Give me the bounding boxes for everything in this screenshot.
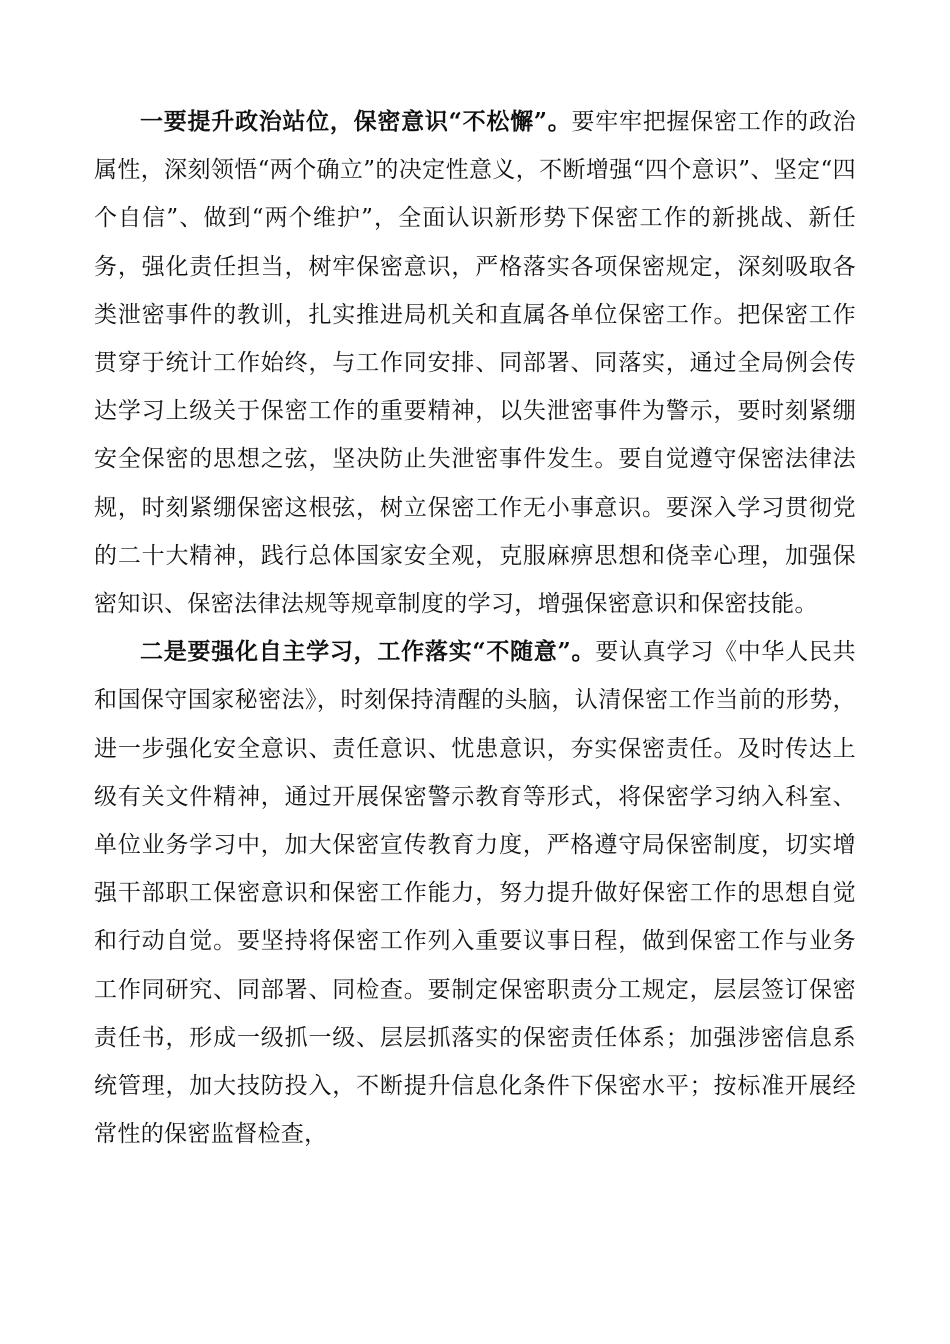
paragraph-1-heading: 一要提升政治站位，保密意识“不松懈”。: [140, 108, 572, 135]
paragraph-1-body: 要牢牢把握保密工作的政治属性，深刻领悟“两个确立”的决定性意义，不断增强“四个意识”、坚定“四个自信”、做到“两个维护”，全面认识新形势下保密工作的新挑战、新任务，强化责任担当，树牢保密意识，严格落实各项保密规定，深刻吸取各类泄密事件的教训，扎实推进局机关和直属各单位保密工作。把保密工作贯穿于统计工作始终，与工作同安排、同部署、同落实，通过全局例会传达学习上级关于保密工作的重要精神，以失泄密事件为警示，要时刻紧绷安全保密的思想之弦，坚决防止失泄密事件发生。要自觉遵守保密法律法规，时刻紧绷保密这根弦，树立保密工作无小事意识。要深入学习贯彻党的二十大精神，践行总体国家安全观，克服麻痹思想和侥幸心理，加强保密知识、保密法律法规等规章制度的学习，增强保密意识和保密技能。: [94, 109, 857, 618]
paragraph-2-heading: 二是要强化自主学习，工作落实“不随意”。: [140, 638, 596, 666]
paragraph-2: [94, 628, 856, 1158]
document-page: [94, 98, 856, 1158]
paragraph-1: [94, 98, 856, 628]
paragraph-2-body: 要认真学习《中华人民共和国保守国家秘密法》，时刻保持清醒的头脑，认清保密工作当前的形势，进一步强化安全意识、责任意识、忧患意识，夯实保密责任。及时传达上级有关文件精神，通过开展保密警示教育等形式，将保密学习纳入科室、单位业务学习中，加大保密宣传教育力度，严格遵守局保密制度，切实增强干部职工保密意识和保密工作能力，努力提升做好保密工作的思想自觉和行动自觉。要坚持将保密工作列入重要议事日程，做到保密工作与业务工作同研究、同部署、同检查。要制定保密职责分工规定，层层签订保密责任书，形成一级抓一级、层层抓落实的保密责任体系；加强涉密信息系统管理，加大技防投入，不断提升信息化条件下保密水平；按标准开展经常性的保密监督检查，: [94, 639, 856, 1148]
